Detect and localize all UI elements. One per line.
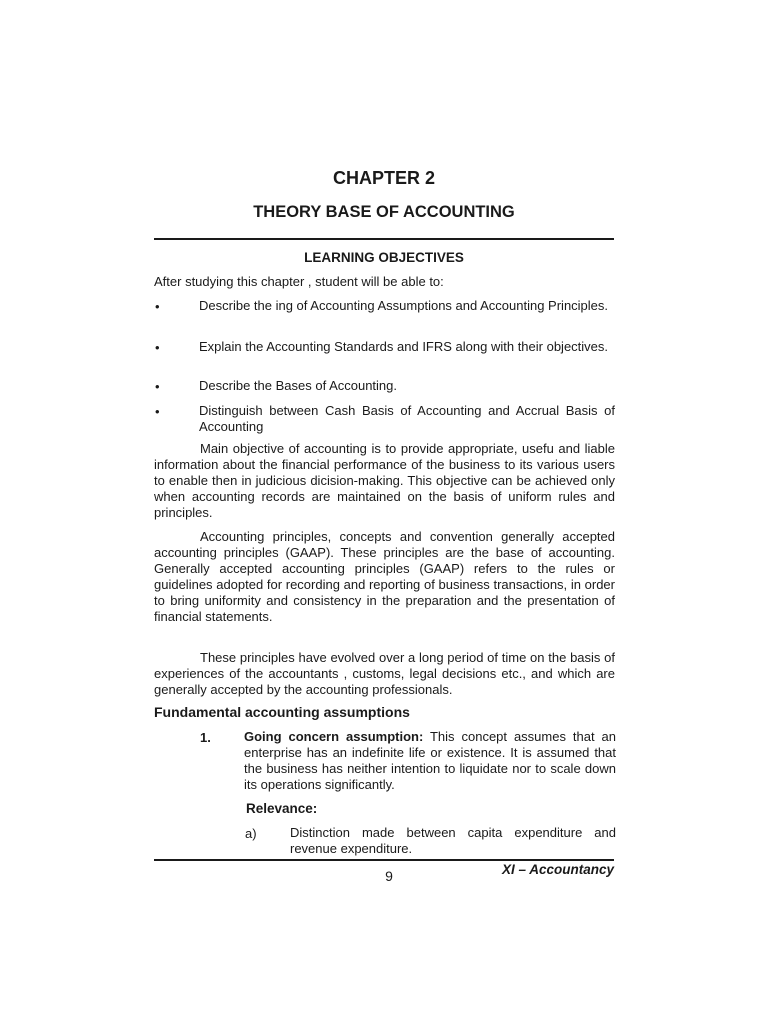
chapter-title: THEORY BASE OF ACCOUNTING: [253, 203, 515, 221]
learning-objectives-intro: After studying this chapter , student will be able to:: [154, 274, 444, 289]
objective-item: Describe the Bases of Accounting.: [199, 378, 398, 393]
item-number: 1.: [200, 730, 211, 745]
sub-item-label: a): [245, 826, 257, 841]
body-paragraph: Main objective of accounting is to provide appropriate, usefu and liable information about the financial performance of the business to its various users to enable then in judicious dicision-making. This objective can be achieved only when accounting records are maintained on the basis of uniform rules and principles.: [154, 441, 615, 520]
relevance-heading: Relevance:: [246, 801, 318, 816]
learning-objectives-heading: LEARNING OBJECTIVES: [304, 250, 464, 265]
bullet-icon: •: [155, 340, 160, 355]
body-paragraph: Accounting principles, concepts and convention generally accepted accounting principles (GAAP). These principles are the base of accounting. Generally accepted accounting principles (GAAP) refers to the rules or guidelines adopted for recording and reporting of business transactions, in order to bring uniformity and consistency in the preparation and the presentation of financial statements.: [154, 529, 615, 624]
objective-item: Explain the Accounting Standards and IFRS along with their objectives.: [199, 339, 609, 354]
bottom-rule: [154, 859, 614, 861]
sub-item-text: Distinction made between capita expenditure and revenue expenditure.: [290, 825, 616, 856]
going-concern-text: This concept assumes that an enterprise has an indefinite life or existence. It is assumed that the business has neither intention to liquidate nor to scale down its operations significantly.: [244, 729, 616, 792]
book-title-footer: XI – Accountancy: [501, 862, 614, 877]
objective-item: Describe the ing of Accounting Assumptions and Accounting Principles.: [199, 298, 609, 313]
going-concern-paragraph: [244, 729, 616, 793]
going-concern-title: Going concern assumption:: [244, 729, 424, 744]
chapter-label: CHAPTER 2: [332, 168, 435, 188]
section-heading: Fundamental accounting assumptions: [154, 704, 410, 720]
bullet-icon: •: [155, 379, 160, 394]
body-paragraph: These principles have evolved over a long period of time on the basis of experiences of the accountants , customs, legal decisions etc., and which are generally accepted by the accounting professionals.: [154, 650, 615, 697]
page-number: 9: [385, 868, 393, 884]
bullet-icon: •: [155, 299, 160, 314]
bullet-icon: •: [155, 404, 160, 419]
objective-item: Distinguish between Cash Basis of Accounting and Accrual Basis of Accounting: [199, 403, 615, 434]
top-rule: [154, 238, 614, 240]
